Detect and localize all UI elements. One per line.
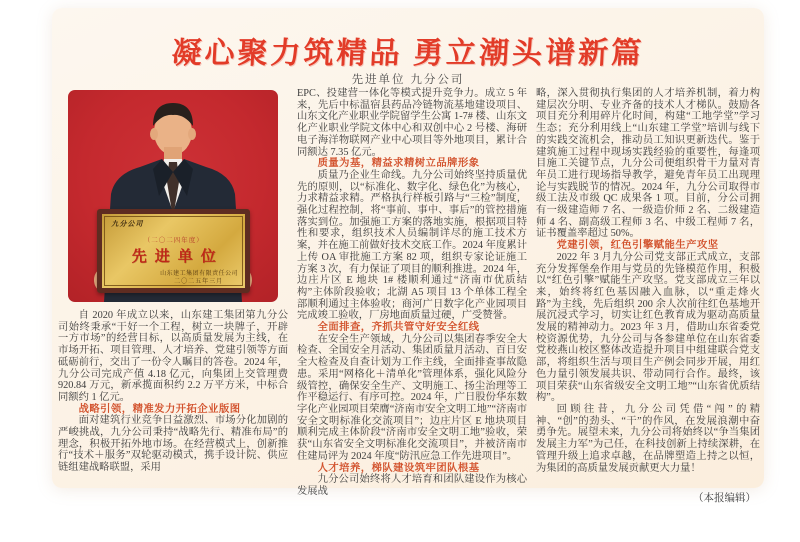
column-middle — [297, 88, 527, 498]
heading-safety: 全面排查，齐抓共管守好安全红线 — [317, 322, 480, 334]
paragraph-intro: 自 2020 年成立以来，山东建工集团第九分公司始终秉承“干好一个工程，树立一块牌子，开辟一方市场”的经营目标，以高质量发展为主线，在市场开拓、项目管理、人才培养、党建引领等方面砥砺前行，交出了一份令人瞩目的答卷。2024 年，九分公司完成产值 4.18 亿元，向集团上交管理费 920.84 万元，新承揽面积约 2.2 万平方米，中标合同额约 1 亿元。 — [58, 310, 288, 403]
column-right — [536, 88, 760, 505]
paragraph-outlook: 回顾往昔，九分公司凭借“闯”的精神、“创”的劲头、“干”的作风，在发展浪潮中奋勇争先。展望未来，九分公司将始终以“争当集团发展主力军”为己任，在科技创新上持续深耕，在管理升级上追求卓越，在品牌塑造上持之以恒，为集团的高质量发展贡献更大力量！ — [536, 403, 760, 474]
heading-strategy: 战略引领，精准发力开拓企业版图 — [78, 403, 241, 415]
paragraph-strategy-continued: EPC、投建营一体化等模式提升竞争力。成立 5 年来，先后中标温宿县药品冷链物流基地建设项目、山东文化产业职业学院留学生公寓 1-7# 楼、山东文化产业职业学院文体中心和双创中心 2 号楼、海研电子海洋物联网产业中心项目等外地项目，累计合同额达 7.35 亿元。 — [297, 88, 527, 158]
plaque-award-title: 先进单位 — [131, 248, 224, 265]
award-photo — [68, 90, 278, 302]
paragraph-party-building: 2022 年 3 月九分公司党支部正式成立，支部充分发挥堡垒作用与党员的先锋模范作用，积极以“红色引擎”赋能生产攻坚。党支部成立三年以来，始终将红色基因融入血脉，以“重走烽火路”为主线，先后组织 200 余人次前往红色基地开展沉浸式学习，切实让红色教育成为驱动高质量发展的精神动力。2023 年 3 月，借助山东省委党校资源优势，九分公司与各参建单位在山东省委党校燕山校区整体改造提升项目中组建联合党支部，将组织生活与项目生产例会同步开展，用红色力量引领发展共识、带动同行合作。最终，该项目荣获“山东省级安全文明工地”“山东省优质结构”。 — [536, 251, 760, 404]
article-page — [52, 8, 764, 505]
paragraph-talent-start: 九分公司始终将人才培育和团队建设作为核心发展战 — [297, 474, 527, 497]
article-title: 凝心聚力筑精品 勇立潮头谱新篇 — [170, 37, 645, 70]
plaque-issuer: 山东建工集团有限责任公司 — [160, 270, 239, 277]
paragraph-quality: 质量乃企业生命线。九分公司始终坚持质量优先的原则，以“标准化、数字化、绿色化”为核心，力求精益求精。严格执行样板引路与“三检”制度，强化过程控制，将“事前、事中、事后”的管控措施落实到位。加强施工方案的落地实施，根据项目特性和要求，组织技术人员编制详尽的施工技术方案，并在施工前做好技术交底工作。2024 年度累计上传 OA 审批施工方案 82 项，组织专家论证施工方案 3 次，有力保证了项目的顺利推进。2024 年，边庄片区 E 地块 1# 楼顺利通过“济南市优质结构”主体阶段验收；北湖 A5 项目 13 个单体工程全部顺利通过主体验收；商河广日数字化产业园项目完成竣工验收，厂房地面质量过硬，广受赞誉。 — [297, 169, 527, 322]
plaque-date: 二〇二五年三月 — [174, 278, 224, 285]
paragraph-strategy: 面对建筑行业竞争日益激烈、市场分化加剧的严峻挑战，九分公司秉持“战略先行、精准布局”的理念，积极开拓外地市场。在经营模式上，创新推行“技术＋服务”双轮驱动模式，携手设计院、供应链组建战略联盟，采用 — [58, 415, 288, 474]
heading-quality: 质量为基，精益求精树立品牌形象 — [317, 158, 480, 170]
plaque-year: （二〇二四年度） — [143, 236, 204, 244]
plaque-company: 九分公司 — [111, 219, 144, 228]
column-left — [58, 88, 288, 474]
heading-party-building: 党建引领，红色引擎赋能生产攻坚 — [556, 240, 719, 252]
heading-talent: 人才培养，梯队建设筑牢团队根基 — [317, 462, 480, 474]
byline: （本报编辑） — [693, 493, 756, 505]
paragraph-talent-continued: 略，深入贯彻执行集团的人才培养机制，着力构建层次分明、专业齐备的技术人才梯队。鼓励各项目充分利用碎片化时间，构建“工地学堂”学习生态；充分利用线上“山东建工学堂”培训与线下的实践交流机会，推动员工知识更新迭代。鉴于建筑施工过程中现场实践经验的重要性，每逢项目施工关键节点，九分公司便组织骨干力量对青年员工进行现场指导教学，避免青年员工出现理论与实践脱节的情况。2024 年，九分公司取得市级工法及市级 QC 成果各 1 项。目前，分公司拥有一级建造师 7 名、一级造价师 2 名、二级建造师 4 名、副高级工程师 3 名、中级工程师 7 名，证书覆盖率超过 50%。 — [536, 88, 760, 240]
award-plaque — [97, 209, 250, 293]
article-subtitle: 先进单位 九分公司 — [351, 74, 465, 86]
paragraph-safety: 在安全生产领域，九分公司以集团春季安全大检查、全国安全月活动、集团质量月活动、百日安全大检查及自查计划为工作主线，全面排查事故隐患。采用“网格化＋清单化”管理体系，强化风险分级管控，确保安全生产、文明施工、扬尘治理等工作平稳运行、有序可控。2024 年，广日股份华东数字化产业园项目荣膺“济南市安全文明工地”“济南市安全文明标准化交流项目”；边庄片区 E 地块项目顺利完成主体阶段“济南市安全文明工地”验收，荣获“山东省安全文明标准化交流项目”，并被济南市住建局评为 2024 年度“防汛应急工作先进项目”。 — [297, 333, 527, 462]
